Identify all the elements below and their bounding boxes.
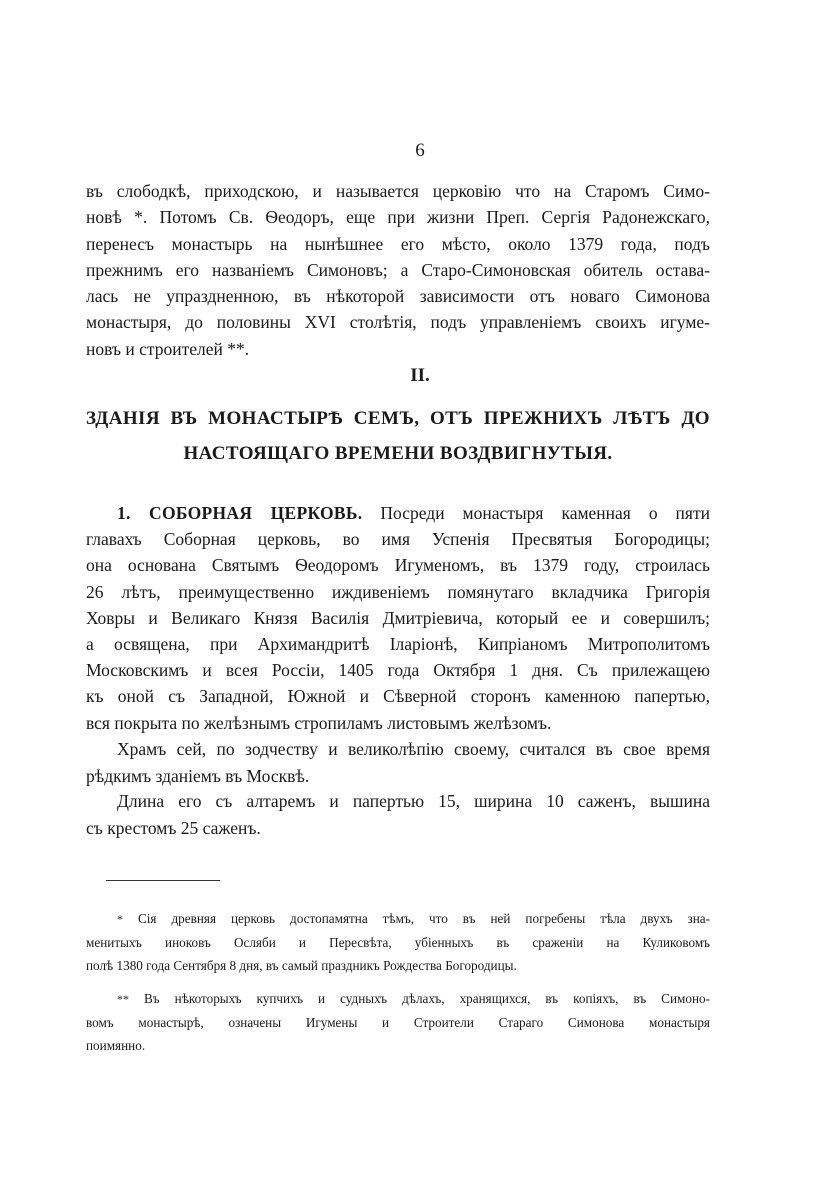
text-line-first [86, 500, 710, 526]
section-heading-line-2: НАСТОЯЩАГО ВРЕМЕНИ ВОЗДВИГНУТЫЯ. [183, 443, 613, 464]
footnote-line [86, 907, 710, 931]
text-line: съ крестомъ 25 саженъ. [86, 818, 261, 838]
paragraph-cathedral [86, 500, 710, 736]
footnote-text: Въ нѣкоторыхъ купчихъ и судныхъ дѣлахъ, хранящихся, въ копіяхъ, въ Симоно- [144, 991, 710, 1006]
footnote-text: Сія древняя церковь достопамятна тѣмъ, что въ ней погребены тѣла двухъ зна- [137, 911, 710, 926]
text-line: Храмъ сей, по зодчеству и великолѣпію своему, считался въ свое время [117, 739, 710, 759]
text-line: прежнимъ его названіемъ Симоновъ; а Старо-Симоновская обитель остава- [86, 259, 710, 280]
text-line: Московскимъ и всея Россіи, 1405 года Октября 1 дня. Съ прилежащею [86, 660, 710, 681]
paragraph-continuation [86, 178, 710, 362]
paragraph-dimensions [86, 788, 710, 842]
text-line: Длина его съ алтаремъ и папертью 15, ширина 10 саженъ, вышина [117, 791, 710, 811]
subheading-cathedral: 1. СОБОРНАЯ ЦЕРКОВЬ. [117, 503, 363, 523]
text-line: лась не упраздненною, въ нѣкоторой зависимости отъ новаго Симонова [86, 286, 710, 307]
page-number: 6 [415, 140, 425, 161]
section-heading-line-1: ЗДАНІЯ ВЪ МОНАСТЫРѢ СЕМЪ, ОТЪ ПРЕЖНИХЪ ЛѢТЪ ДО [86, 408, 710, 429]
footnote-divider [106, 880, 220, 881]
text-line: къ оной съ Западной, Южной и Сѣверной сторонъ каменною папертью, [86, 686, 710, 707]
text-line: вся покрыта по желѣзнымъ стропиламъ листовымъ желѣзомъ. [86, 712, 552, 733]
text-line: перенесъ монастырь на нынѣшнее его мѣсто, около 1379 года, подъ [86, 233, 710, 254]
footnote-line: менитыхъ иноковъ Осляби и Пересвѣта, убіенныхъ въ сраженіи на Куликовомъ [86, 934, 710, 950]
footnote-2 [86, 987, 710, 1058]
footnote-line: вомъ монастырѣ, означены Игумены и Строители Стараго Симонова монастыря [86, 1014, 710, 1030]
text-line: главахъ Соборная церковь, во имя Успенія Пресвятыя Богородицы; [86, 529, 710, 550]
text-line: новъ и строителей **. [86, 338, 250, 359]
text-line: она основана Святымъ Ѳеодоромъ Игуменомъ, въ 1379 году, строилась [86, 555, 710, 576]
paragraph-temple [86, 736, 710, 790]
footnote-line: поимянно. [86, 1038, 146, 1053]
text-line: Ховры и Великаго Князя Василія Дмитріевича, который ее и совершилъ; [86, 607, 710, 628]
footnote-mark: * [117, 912, 123, 926]
footnote-1 [86, 907, 710, 978]
text-line: а освящена, при Архимандритѣ Іларіонѣ, Кипріаномъ Митрополитомъ [86, 633, 710, 654]
footnote-mark: ** [117, 992, 129, 1006]
text-line: рѣдкимъ зданіемъ въ Москвѣ. [86, 766, 310, 786]
footnote-line [86, 987, 710, 1011]
section-number: II. [410, 365, 430, 386]
text-line: въ слободкѣ, приходскою, и называется церковію что на Старомъ Симо- [86, 181, 710, 201]
text-line: новѣ *. Потомъ Св. Ѳеодоръ, еще при жизни Преп. Сергія Радонежскаго, [86, 207, 710, 228]
text-line: монастыря, до половины XVI столѣтія, подъ управленіемъ своихъ игуме- [86, 312, 710, 333]
footnote-line: полѣ 1380 года Сентября 8 дня, въ самый праздникъ Рождества Богородицы. [86, 958, 517, 973]
text-line: 26 лѣтъ, преимущественно иждивеніемъ помянутаго вкладчика Григорія [86, 581, 710, 602]
text-fragment: Посреди монастыря каменная о пяти [380, 503, 710, 523]
